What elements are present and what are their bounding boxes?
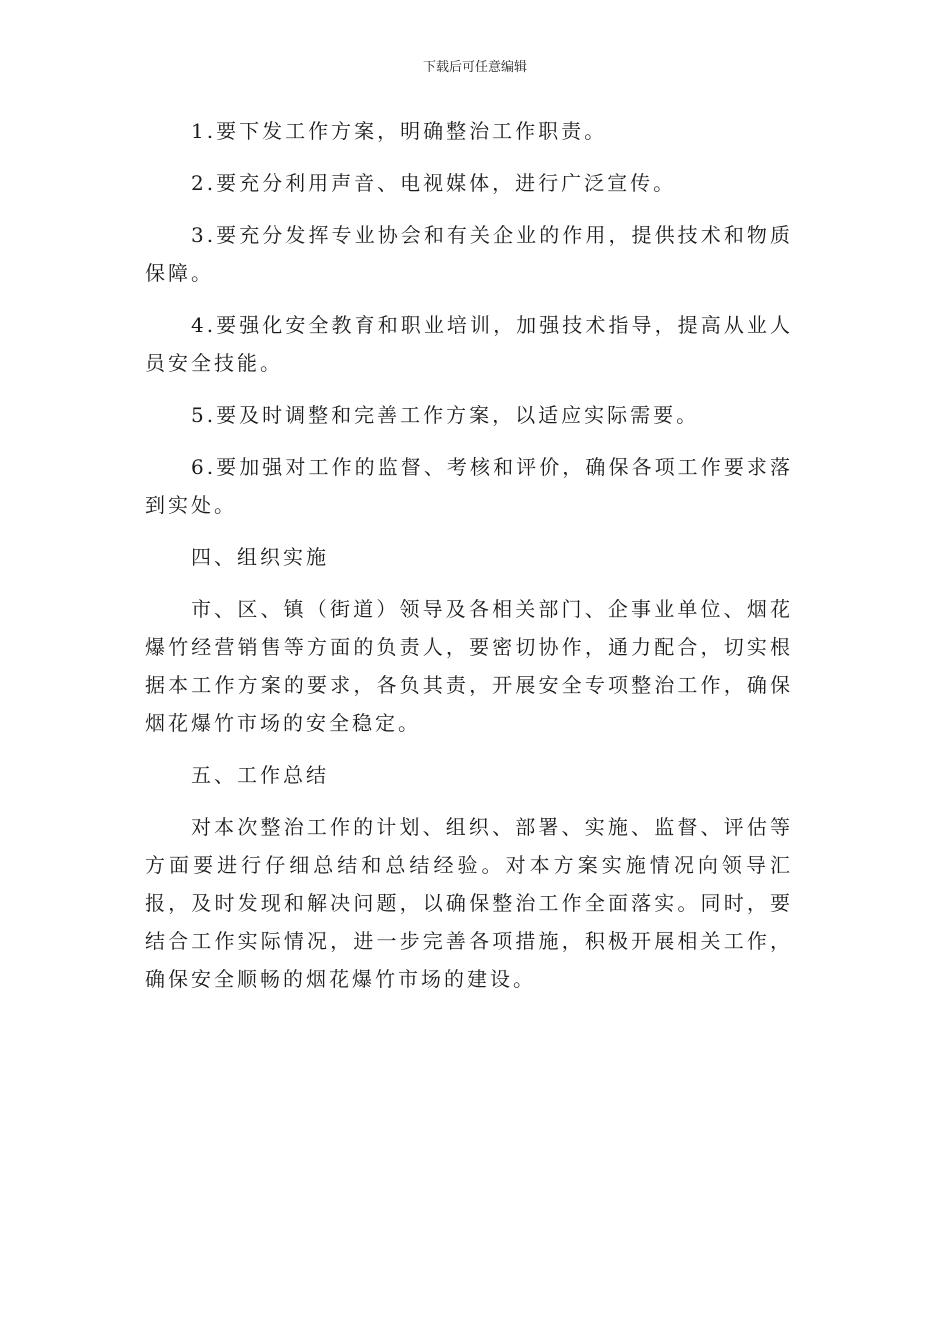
item-5: 5.要及时调整和完善工作方案，以适应实际需要。 [191, 403, 700, 427]
summary-paragraph: 对本次整治工作的计划、组织、部署、实施、监督、评估等方面要进行仔细总结和总结经验。对本方案实施情况向领导汇报，及时发现和解决问题，以确保整治工作全面落实。同时，要结合工作实际情况，进一步完善各项措施，积极开展相关工作，确保安全顺畅的烟花爆竹市场的建设。 [145, 815, 793, 991]
section-heading-implementation: 四、组织实施 [191, 545, 329, 569]
item-4: 4.要强化安全教育和职业培训，加强技术指导，提高从业人员安全技能。 [145, 313, 793, 375]
implementation-paragraph: 市、区、镇（街道）领导及各相关部门、企事业单位、烟花爆竹经营销售等方面的负责人，要密切协作，通力配合，切实根据本工作方案的要求，各负其责，开展安全专项整治工作，确保烟花爆竹市场的安全稳定。 [145, 597, 793, 735]
item-1: 1.要下发工作方案，明确整治工作职责。 [191, 119, 608, 143]
item-2: 2.要充分利用声音、电视媒体，进行广泛宣传。 [191, 171, 677, 195]
item-3: 3.要充分发挥专业协会和有关企业的作用，提供技术和物质保障。 [145, 223, 793, 285]
item-6: 6.要加强对工作的监督、考核和评价，确保各项工作要求落到实处。 [145, 455, 793, 517]
section-heading-summary: 五、工作总结 [191, 763, 329, 787]
document-body [145, 112, 793, 1012]
page-header: 下载后可任意编辑 [422, 60, 527, 75]
